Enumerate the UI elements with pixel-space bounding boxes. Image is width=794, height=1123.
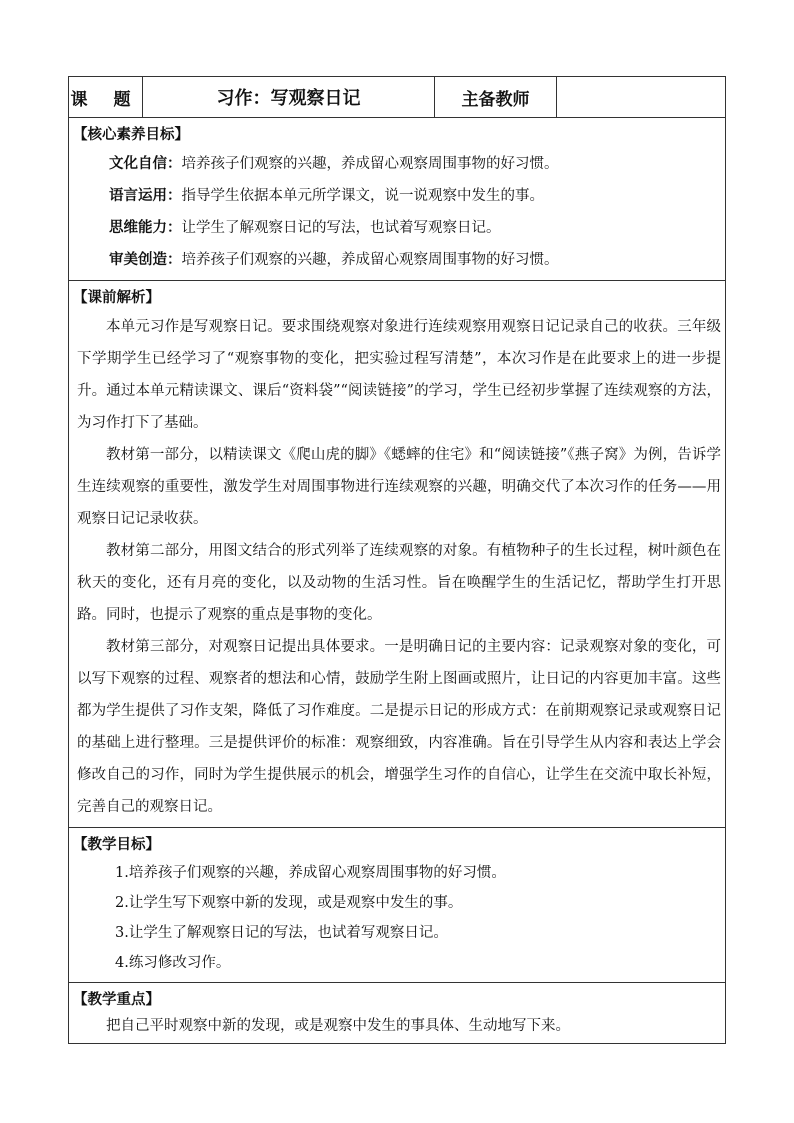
analysis-paragraph: 教材第三部分，对观察日记提出具体要求。一是明确日记的主要内容：记录观察对象的变化，可以写下观察的过程、观察者的想法和心情，鼓励学生附上图画或照片，让日记的内容更加丰富。这些都为学生提供了习作支架，降低了习作难度。二是提示日记的形成方式：在前期观察记录或观察日记的基础上进行整理。三是提供评价的标准：观察细致，内容准确。旨在引导学生从内容和表达上学会修改自己的习作，同时为学生提供展示的机会，增强学生习作的自信心，让学生在交流中取长补短，完善自己的观察日记。 (77, 639, 721, 815)
key-points-section (69, 983, 726, 1044)
analysis-row (69, 281, 726, 828)
core-goal-label: 审美创造： (109, 251, 182, 268)
teaching-goals-row (69, 828, 726, 983)
core-goals-section (69, 118, 726, 281)
analysis-title: 【课前解析】 (73, 289, 160, 306)
core-goals-title: 【核心素养目标】 (73, 126, 189, 143)
teaching-goals-section (69, 828, 726, 983)
topic-label: 课 题 (69, 77, 143, 118)
lesson-plan-sheet (68, 76, 725, 1044)
analysis-section (69, 281, 726, 828)
header-row (69, 77, 726, 118)
teacher-value (557, 77, 726, 118)
key-points-title: 【教学重点】 (73, 991, 160, 1008)
core-goals-row (69, 118, 726, 281)
lesson-plan-table (68, 76, 726, 1044)
core-goal-text: 培养孩子们观察的兴趣，养成留心观察周围事物的好习惯。 (181, 252, 559, 268)
analysis-paragraph: 本单元习作是写观察日记。要求围绕观察对象进行连续观察用观察日记记录自己的收获。三年级下学期学生已经学习了“观察事物的变化，把实验过程写清楚”，本次习作是在此要求上的进一步提升。通过本单元精读课文、课后“资料袋”“阅读链接”的学习，学生已经初步掌握了连续观察的方法，为习作打下了基础。 (77, 319, 721, 431)
core-goal-label: 思维能力： (109, 219, 182, 236)
key-points-text: 把自己平时观察中新的发现，或是观察中发生的事具体、生动地写下来。 (106, 1018, 570, 1034)
teaching-goal-item: 2.让学生写下观察中新的发现，或是观察中发生的事。 (115, 895, 463, 911)
teaching-goal-item: 1.培养孩子们观察的兴趣，养成留心观察周围事物的好习惯。 (115, 865, 506, 881)
core-goal-item (69, 244, 725, 276)
analysis-paragraph: 教材第二部分，用图文结合的形式列举了连续观察的对象。有植物种子的生长过程，树叶颜色在秋天的变化，还有月亮的变化，以及动物的生活习性。旨在唤醒学生的生活记忆，帮助学生打开思路。同时，也提示了观察的重点是事物的变化。 (77, 543, 721, 623)
teacher-label: 主备教师 (435, 77, 557, 118)
core-goal-item (69, 148, 725, 180)
teaching-goal-item: 3.让学生了解观察日记的写法，也试着写观察日记。 (115, 925, 448, 941)
core-goal-text: 让学生了解观察日记的写法，也试着写观察日记。 (181, 220, 501, 236)
core-goal-label: 语言运用： (109, 187, 182, 204)
analysis-paragraph: 教材第一部分，以精读课文《爬山虎的脚》《蟋蟀的住宅》和“阅读链接”《燕子窝》为例，告诉学生连续观察的重要性，激发学生对周围事物进行连续观察的兴趣，明确交代了本次习作的任务——用观察日记记录收获。 (77, 447, 721, 527)
core-goal-label: 文化自信： (109, 155, 182, 172)
topic-value: 习作：写观察日记 (143, 77, 435, 118)
core-goal-item (69, 212, 725, 244)
teaching-goals-title: 【教学目标】 (73, 836, 160, 853)
teaching-goal-item: 4.练习修改习作。 (115, 955, 231, 971)
key-points-row (69, 983, 726, 1044)
core-goal-item (69, 180, 725, 212)
core-goal-text: 培养孩子们观察的兴趣，养成留心观察周围事物的好习惯。 (181, 156, 559, 172)
core-goal-text: 指导学生依据本单元所学课文，说一说观察中发生的事。 (181, 188, 544, 204)
